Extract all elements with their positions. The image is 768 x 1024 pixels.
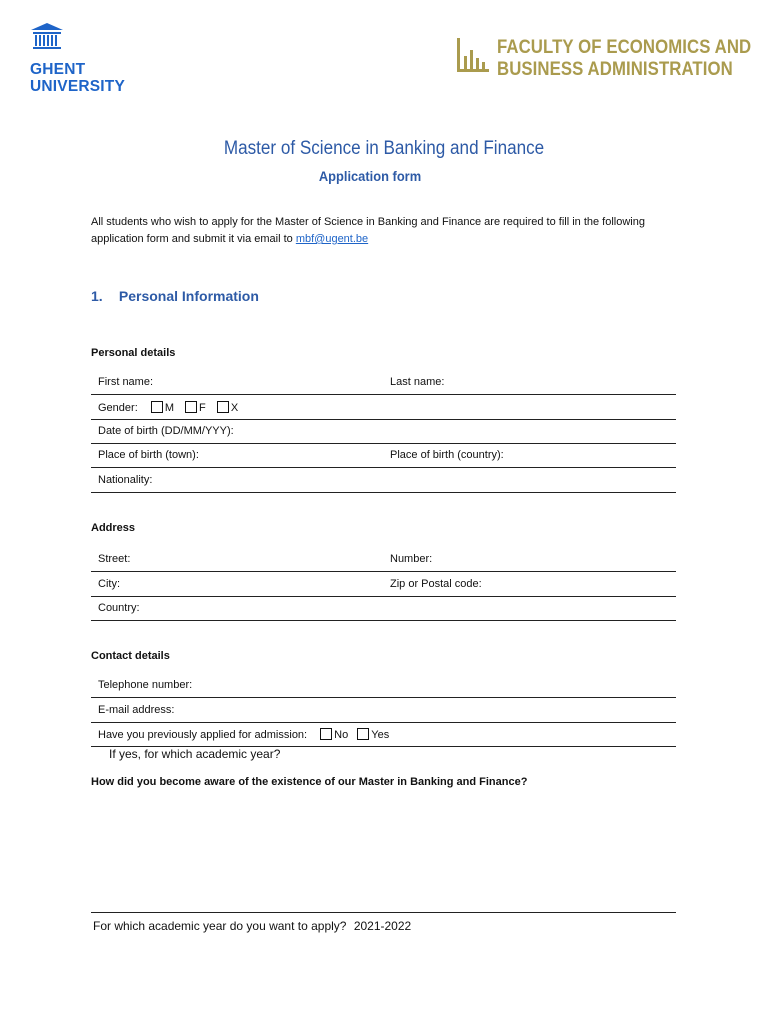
telephone-label: Telephone number:: [98, 679, 193, 691]
city-label: City:: [98, 578, 120, 590]
address-heading: Address: [91, 522, 136, 534]
date-of-birth-row[interactable]: [91, 419, 676, 444]
section-number: 1.: [91, 288, 103, 304]
personal-details-heading: Personal details: [91, 347, 176, 359]
contact-details-heading: Contact details: [91, 650, 170, 662]
email-row[interactable]: [91, 698, 676, 723]
page-title: Master of Science in Banking and Finance: [223, 138, 545, 159]
apply-year-label: For which academic year do you want to apply?: [93, 919, 347, 933]
logo-text-university: UNIVERSITY: [30, 78, 126, 95]
city-zip-row[interactable]: [91, 572, 676, 597]
telephone-row[interactable]: [91, 673, 676, 698]
apply-year-value[interactable]: 2021-2022: [353, 919, 412, 933]
first-last-name-row[interactable]: [91, 370, 676, 395]
gender-x-label: X: [230, 402, 239, 414]
faculty-name-line2: BUSINESS ADMINISTRATION: [497, 58, 733, 80]
last-name-label: Last name:: [390, 376, 445, 388]
applied-yes-checkbox[interactable]: [357, 728, 369, 740]
first-name-label: First name:: [98, 376, 154, 388]
country-row[interactable]: [91, 596, 676, 621]
intro-text: All students who wish to apply for the Master of Science in Banking and Finance are required to fill in the following application form and submit it via email to: [91, 216, 645, 245]
gender-f-checkbox[interactable]: [185, 401, 197, 413]
gender-f-label: F: [199, 402, 206, 414]
previously-applied-label: Have you previously applied for admission:: [98, 729, 308, 741]
previously-applied-field: [98, 728, 389, 741]
street-label: Street:: [98, 553, 131, 565]
applied-no-label: No: [334, 729, 349, 741]
nationality-row[interactable]: [91, 468, 676, 493]
bar-chart-logo-icon: [455, 36, 491, 74]
place-of-birth-town-label: Place of birth (town):: [98, 449, 199, 461]
university-building-icon: [30, 22, 64, 52]
country-label: Country:: [98, 602, 140, 614]
number-label: Number:: [390, 553, 433, 565]
place-of-birth-row[interactable]: [91, 443, 676, 468]
gender-m-checkbox[interactable]: [151, 401, 163, 413]
page-subtitle: Application form: [318, 168, 422, 184]
faculty-logo: [455, 36, 768, 80]
which-year-label: If yes, for which academic year?: [109, 747, 281, 761]
gender-row: [91, 395, 676, 420]
applied-no-checkbox[interactable]: [320, 728, 332, 740]
zip-label: Zip or Postal code:: [390, 578, 482, 590]
place-of-birth-country-label: Place of birth (country):: [390, 449, 504, 461]
ghent-university-logo: [30, 22, 126, 95]
awareness-question: How did you become aware of the existence of our Master in Banking and Finance?: [91, 776, 528, 788]
faculty-name-line1: FACULTY OF ECONOMICS AND: [497, 36, 752, 58]
intro-paragraph: [91, 214, 671, 248]
street-number-row[interactable]: [91, 547, 676, 572]
date-of-birth-label: Date of birth (DD/MM/YYY):: [98, 425, 234, 437]
gender-m-label: M: [164, 402, 174, 414]
divider: [91, 912, 676, 913]
logo-text-ghent: GHENT: [30, 61, 86, 78]
gender-field: [98, 401, 238, 414]
apply-year-field: [93, 919, 411, 933]
section-title: Personal Information: [118, 288, 259, 304]
section-heading: [91, 288, 259, 304]
gender-x-checkbox[interactable]: [217, 401, 229, 413]
nationality-label: Nationality:: [98, 474, 153, 486]
applied-yes-label: Yes: [371, 729, 390, 741]
previously-applied-row: [91, 722, 676, 747]
email-link[interactable]: mbf@ugent.be: [295, 233, 369, 245]
gender-label: Gender:: [98, 402, 138, 414]
email-label: E-mail address:: [98, 704, 175, 716]
